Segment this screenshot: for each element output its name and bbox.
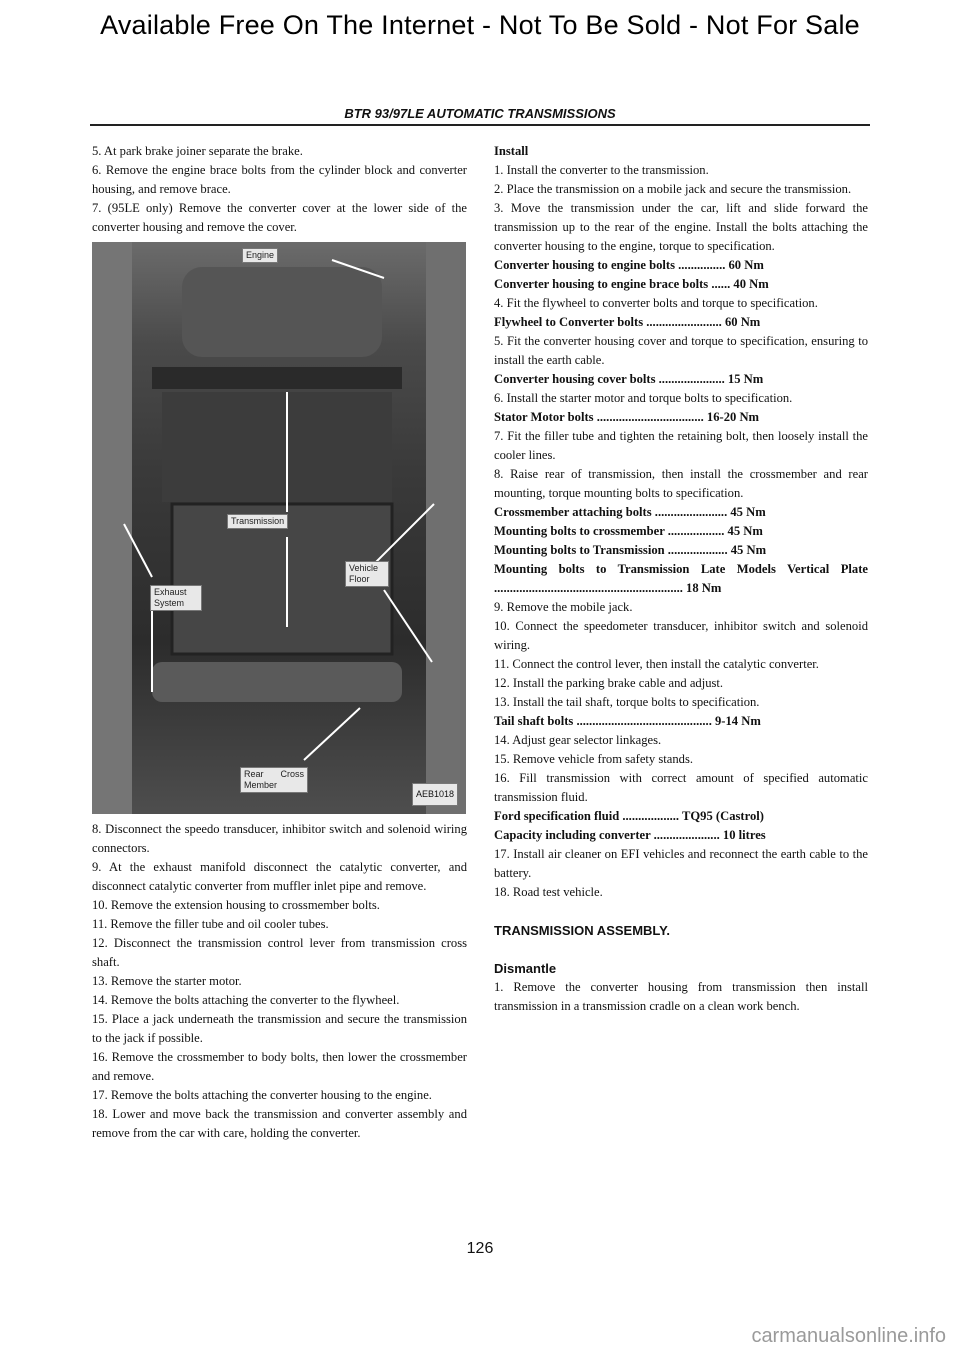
instruction-step: 14. Remove the bolts attaching the converter to the flywheel. [92, 993, 400, 1007]
spec-line: Converter housing to engine brace bolts ...... 40 Nm [494, 277, 769, 291]
spec-line: Mounting bolts to Transmission Late Models Vertical Plate ............................................................ 18 Nm [494, 562, 868, 595]
instruction-step: 17. Install air cleaner on EFI vehicles and reconnect the earth cable to the battery. [494, 847, 868, 880]
install-heading: Install [494, 144, 529, 158]
spec-line: Tail shaft bolts ........................................... 9-14 Nm [494, 714, 761, 728]
spec-line: Mounting bolts to Transmission ................... 45 Nm [494, 543, 767, 557]
instruction-step: 3. Move the transmission under the car, lift and slide forward the transmission up to the rear of the engine. Install the bolts attaching the converter housing to the engine, torque to specification. [494, 201, 868, 253]
right-column [494, 142, 868, 1016]
instruction-step: 7. Fit the filler tube and tighten the retaining bolt, then loosely install the cooler lines. [494, 429, 868, 462]
instruction-step: 11. Remove the filler tube and oil cooler tubes. [92, 917, 329, 931]
instruction-step: 5. At park brake joiner separate the brake. [92, 144, 303, 158]
left-top-text [92, 142, 467, 237]
instruction-step: 18. Lower and move back the transmission and converter assembly and remove from the car with care, holding the converter. [92, 1107, 467, 1140]
spec-line: Ford specification fluid .................. TQ95 (Castrol) [494, 809, 764, 823]
label-rear-cross-member: Rear Cross Member [240, 767, 308, 793]
dismantle-heading: Dismantle [494, 961, 557, 976]
spec-line: Mounting bolts to crossmember .................. 45 Nm [494, 524, 763, 538]
label-exhaust-system: Exhaust System [150, 585, 202, 611]
instruction-step: 11. Connect the control lever, then install the catalytic converter. [494, 657, 819, 671]
instruction-step: 12. Install the parking brake cable and adjust. [494, 676, 724, 690]
instruction-step: 12. Disconnect the transmission control lever from transmission cross shaft. [92, 936, 467, 969]
transmission-photo [92, 242, 466, 814]
assembly-heading: TRANSMISSION ASSEMBLY. [494, 923, 671, 938]
instruction-step: 8. Disconnect the speedo transducer, inhibitor switch and solenoid wiring connectors. [92, 822, 467, 855]
instruction-step: 15. Remove vehicle from safety stands. [494, 752, 693, 766]
instruction-step: 16. Fill transmission with correct amount of specified automatic transmission fluid. [494, 771, 868, 804]
page-number: 126 [466, 1240, 494, 1257]
instruction-step: 9. Remove the mobile jack. [494, 600, 633, 614]
spec-line: Capacity including converter ..................... 10 litres [494, 828, 766, 842]
instruction-step: 13. Remove the starter motor. [92, 974, 242, 988]
page-header: BTR 93/97LE AUTOMATIC TRANSMISSIONS [344, 106, 616, 121]
spec-line: Converter housing cover bolts ..................... 15 Nm [494, 372, 764, 386]
spec-line: Stator Motor bolts .................................. 16-20 Nm [494, 410, 760, 424]
spec-line: Crossmember attaching bolts ....................... 45 Nm [494, 505, 766, 519]
footer-watermark: carmanualsonline.info [751, 1325, 946, 1347]
instruction-step: 5. Fit the converter housing cover and torque to specification, ensuring to install the earth cable. [494, 334, 868, 367]
instruction-step: 10. Remove the extension housing to crossmember bolts. [92, 898, 380, 912]
instruction-step: 13. Install the tail shaft, torque bolts to specification. [494, 695, 760, 709]
instruction-step: 8. Raise rear of transmission, then install the crossmember and rear mounting, torque mounting bolts to specification. [494, 467, 868, 500]
instruction-step: 16. Remove the crossmember to body bolts, then lower the crossmember and remove. [92, 1050, 467, 1083]
label-vehicle-floor: Vehicle Floor [345, 561, 389, 587]
instruction-step: 18. Road test vehicle. [494, 885, 603, 899]
instruction-step: 10. Connect the speedometer transducer, inhibitor switch and solenoid wiring. [494, 619, 868, 652]
instruction-step: 4. Fit the flywheel to converter bolts and torque to specification. [494, 296, 818, 310]
instruction-step: 9. At the exhaust manifold disconnect the catalytic converter, and disconnect catalytic converter from muffler inlet pipe and remove. [92, 860, 467, 893]
banner-text: Available Free On The Internet - Not To Be Sold - Not For Sale [100, 10, 860, 40]
instruction-step: 2. Place the transmission on a mobile jack and secure the transmission. [494, 182, 852, 196]
spec-line: Flywheel to Converter bolts ........................ 60 Nm [494, 315, 761, 329]
instruction-step: 6. Remove the engine brace bolts from the cylinder block and converter housing, and remove brace. [92, 163, 467, 196]
dismantle-text: 1. Remove the converter housing from transmission then install transmission in a transmission cradle on a clean work bench. [494, 980, 868, 1013]
left-bottom-text [92, 820, 467, 1143]
left-column [92, 142, 467, 1143]
label-engine: Engine [242, 248, 278, 263]
label-transmission: Transmission [227, 514, 288, 529]
instruction-step: 6. Install the starter motor and torque bolts to specification. [494, 391, 793, 405]
instruction-step: 1. Install the converter to the transmission. [494, 163, 709, 177]
spec-line: Converter housing to engine bolts ............... 60 Nm [494, 258, 764, 272]
figure-code: AEB1018 [412, 783, 458, 806]
install-steps [494, 161, 868, 902]
instruction-step: 15. Place a jack underneath the transmission and secure the transmission to the jack if possible. [92, 1012, 467, 1045]
instruction-step: 17. Remove the bolts attaching the converter housing to the engine. [92, 1088, 432, 1102]
header-rule [90, 124, 870, 126]
instruction-step: 7. (95LE only) Remove the converter cover at the lower side of the converter housing and remove the cover. [92, 201, 467, 234]
instruction-step: 14. Adjust gear selector linkages. [494, 733, 662, 747]
